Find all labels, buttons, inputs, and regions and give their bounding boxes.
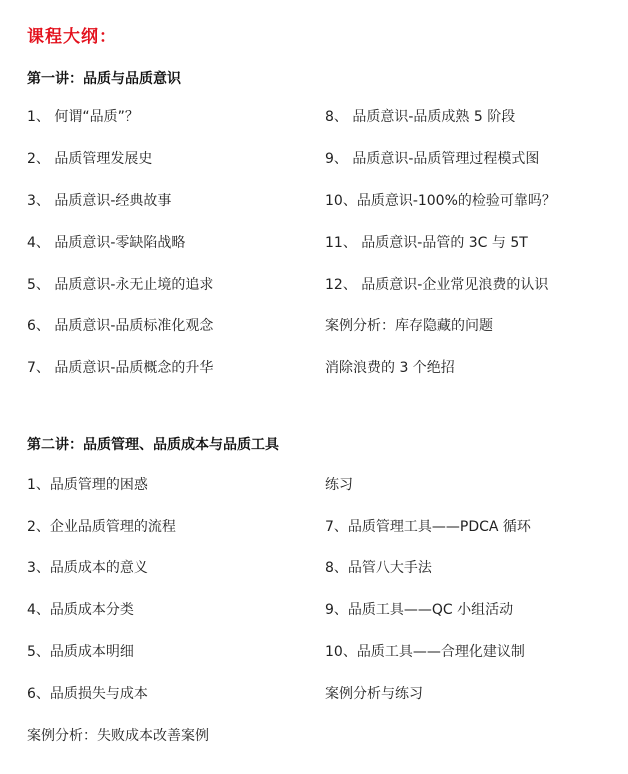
section-2-right-item-4: 9、品质工具——QC 小组活动 — [325, 602, 514, 618]
section-2-left-item-7: 案例分析：失败成本改善案例 — [27, 728, 209, 744]
section-1-left-item-3: 3、 品质意识-经典故事 — [27, 193, 172, 209]
section-2-left-item-4: 4、品质成本分类 — [27, 602, 134, 618]
section-1-left-item-7: 7、 品质意识-品质概念的升华 — [27, 360, 214, 376]
section-2-left-item-6: 6、品质损失与成本 — [27, 686, 148, 702]
outline-title: 课程大纲： — [27, 27, 117, 47]
section-2-right-item-6: 案例分析与练习 — [325, 686, 423, 702]
section-1-heading: 第一讲：品质与品质意识 — [27, 71, 181, 87]
section-2-left-item-1: 1、品质管理的困惑 — [27, 477, 148, 493]
section-2-left-item-5: 5、品质成本明细 — [27, 644, 134, 660]
section-1-right-item-3: 10、品质意识-100%的检验可靠吗？ — [325, 193, 556, 209]
section-2-right-item-3: 8、品管八大手法 — [325, 560, 432, 576]
section-2-left-item-2: 2、企业品质管理的流程 — [27, 519, 176, 535]
section-1-right-item-6: 案例分析：库存隐藏的问题 — [325, 318, 493, 334]
section-2-right-item-2: 7、品质管理工具——PDCA 循环 — [325, 519, 531, 535]
section-2-heading: 第二讲：品质管理、品质成本与品质工具 — [27, 437, 279, 453]
section-1-right-item-5: 12、 品质意识-企业常见浪费的认识 — [325, 277, 549, 293]
section-1-right-item-7: 消除浪费的 3 个绝招 — [325, 360, 455, 376]
section-2-left-item-3: 3、品质成本的意义 — [27, 560, 148, 576]
section-1-left-item-6: 6、 品质意识-品质标准化观念 — [27, 318, 214, 334]
section-1-right-item-4: 11、 品质意识-品管的 3C 与 5T — [325, 235, 528, 251]
section-1-left-item-4: 4、 品质意识-零缺陷战略 — [27, 235, 186, 251]
section-2-right-item-5: 10、品质工具——合理化建议制 — [325, 644, 525, 660]
section-1-left-item-1: 1、 何谓“品质”？ — [27, 109, 139, 125]
section-2-right-item-1: 练习 — [325, 477, 353, 493]
section-1-left-item-5: 5、 品质意识-永无止境的追求 — [27, 277, 214, 293]
section-1-left-item-2: 2、 品质管理发展史 — [27, 151, 153, 167]
section-1-right-item-2: 9、 品质意识-品质管理过程模式图 — [325, 151, 540, 167]
section-1-right-item-1: 8、 品质意识-品质成熟 5 阶段 — [325, 109, 516, 125]
